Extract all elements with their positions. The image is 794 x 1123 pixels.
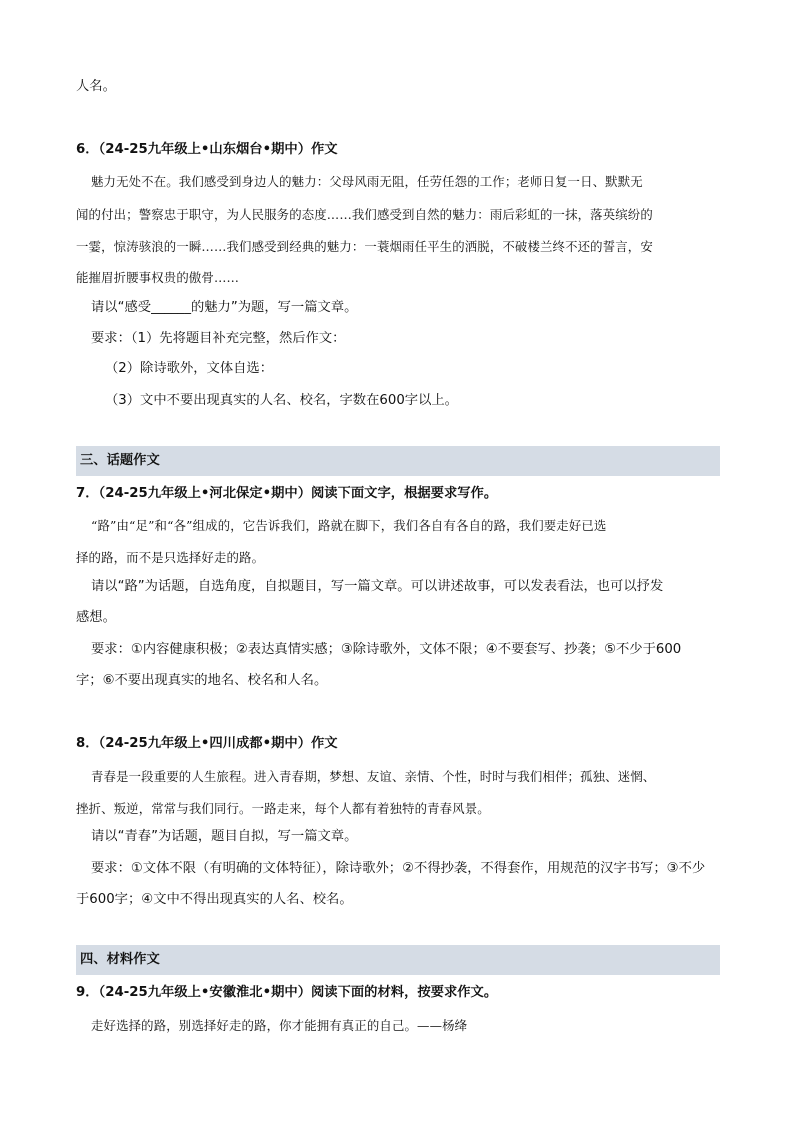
question-8-requirement: 要求：①文体不限（有明确的文体特征），除诗歌外；②不得抄袭，不得套作，用规范的汉字书写；③不少 [91,861,706,876]
question-8-prompt: 请以“青春”为话题，题目自拟，写一篇文章。 [91,829,358,844]
question-6-requirement: （3）文中不要出现真实的人名、校名，字数在600字以上。 [105,393,458,408]
section-header-topic-writing [76,446,720,476]
question-8-material-line: 青春是一段重要的人生旅程。进入青春期，梦想、友谊、亲情、个性，时时与我们相伴；孤独、迷惘、 [91,769,656,784]
question-7-requirement: 要求：①内容健康积极；②表达真情实感；③除诗歌外，文体不限；④不要套写、抄袭；⑤不少于600 [91,642,682,657]
question-7-material-line: 择的路，而不是只选择好走的路。 [76,550,265,565]
question-8-heading: 8．（24-25九年级上•四川成都•期中）作文 [76,736,338,751]
question-7-material-line: “路”由“足”和“各”组成的，它告诉我们，路就在脚下，我们各自有各自的路，我们要走好已选 [91,518,607,533]
question-7-prompt: 感想。 [76,610,116,625]
question-9-heading: 9．（24-25九年级上•安徽淮北•期中）阅读下面的材料，按要求作文。 [76,985,498,1000]
question-8-material-line: 挫折、叛逆，常常与我们同行。一路走来，每个人都有着独特的青春风景。 [76,801,490,816]
question-8-requirement: 于600字；④文中不得出现真实的人名、校名。 [76,892,353,907]
question-6-material-line: 一霎，惊涛骇浪的一瞬……我们感受到经典的魅力：一蓑烟雨任平生的洒脱，不破楼兰终不还的誓言，安 [76,239,653,254]
question-7-requirement: 字；⑥不要出现真实的地名、校名和人名。 [76,673,328,688]
section-title: 三、话题作文 [80,453,160,468]
question-6-material-line: 魅力无处不在。我们感受到身边人的魅力：父母风雨无阻，任劳任怨的工作；老师日复一日、默默无 [91,174,643,189]
question-6-requirement: 要求：（1）先将题目补充完整，然后作文： [91,331,346,346]
question-6-requirement: （2）除诗歌外，文体自选： [105,361,274,376]
question-6-material-line: 能摧眉折腰事权贵的傲骨…… [76,270,240,285]
question-7-prompt: 请以“路”为话题，自选角度，自拟题目，写一篇文章。可以讲述故事，可以发表看法，也可以抒发 [91,579,664,594]
continued-text: 人名。 [76,79,116,94]
question-6-prompt: 请以“感受______的魅力”为题，写一篇文章。 [91,300,358,315]
question-7-heading: 7．（24-25九年级上•河北保定•期中）阅读下面文字，根据要求写作。 [76,486,498,501]
section-header-material-writing [76,945,720,975]
section-title: 四、材料作文 [80,952,160,967]
question-6-heading: 6．（24-25九年级上•山东烟台•期中）作文 [76,142,338,157]
question-6-material-line: 闻的付出；警察忠于职守，为人民服务的态度……我们感受到自然的魅力：雨后彩虹的一抹，落英缤纷的 [76,207,653,222]
question-9-material-line: 走好选择的路，别选择好走的路，你才能拥有真正的自己。——杨绛 [91,1018,468,1033]
